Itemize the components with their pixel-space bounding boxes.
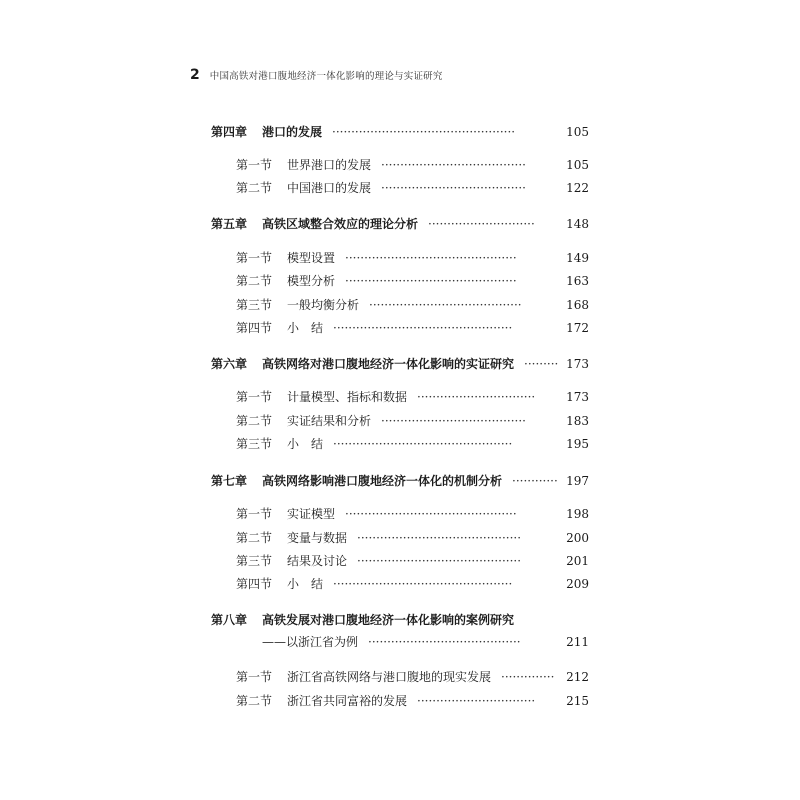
section-number: 第三节 bbox=[236, 437, 273, 451]
page-ref: 212 bbox=[566, 670, 589, 684]
page-ref: 172 bbox=[566, 321, 589, 335]
section-title: 实证结果和分析 bbox=[287, 414, 372, 428]
chapter-title: 高铁网络影响港口腹地经济一体化的机制分析 bbox=[262, 474, 503, 488]
section-number: 第二节 bbox=[236, 414, 273, 428]
page-ref: 209 bbox=[566, 577, 589, 591]
section-number: 第三节 bbox=[236, 554, 273, 568]
section-number: 第四节 bbox=[236, 321, 273, 335]
section-title: 浙江省共同富裕的发展 bbox=[287, 694, 408, 708]
page-ref: 198 bbox=[566, 507, 589, 521]
dot-leader: ·············· bbox=[501, 670, 555, 684]
toc-section-entry bbox=[0, 318, 800, 338]
dot-leader: ······································ bbox=[381, 158, 526, 172]
chapter-subtitle: ——以浙江省为例 bbox=[262, 635, 359, 649]
running-title: 中国高铁对港口腹地经济一体化影响的理论与实证研究 bbox=[209, 71, 443, 82]
section-title: 小 结 bbox=[287, 437, 324, 451]
dot-leader: ············ bbox=[512, 474, 558, 488]
dot-leader: ··········································· bbox=[357, 531, 522, 545]
toc-section-entry bbox=[0, 248, 800, 268]
dot-leader: ········· bbox=[524, 357, 558, 371]
chapter-number: 第四章 bbox=[211, 125, 248, 139]
section-number: 第一节 bbox=[236, 158, 273, 172]
dot-leader: ············································· bbox=[345, 507, 517, 521]
section-title: 浙江省高铁网络与港口腹地的现实发展 bbox=[287, 670, 492, 684]
toc-section-entry bbox=[0, 271, 800, 291]
chapter-number: 第五章 bbox=[211, 217, 248, 231]
chapter-title: 高铁发展对港口腹地经济一体化影响的案例研究 bbox=[262, 613, 515, 627]
section-title: 实证模型 bbox=[287, 507, 336, 521]
section-title: 计量模型、指标和数据 bbox=[287, 390, 408, 404]
chapter-number: 第七章 bbox=[211, 474, 248, 488]
dot-leader: ············································· bbox=[345, 274, 517, 288]
toc-chapter-entry bbox=[0, 214, 800, 234]
section-number: 第一节 bbox=[236, 670, 273, 684]
chapter-title: 高铁区域整合效应的理论分析 bbox=[262, 217, 419, 231]
section-number: 第一节 bbox=[236, 251, 273, 265]
section-number: 第一节 bbox=[236, 507, 273, 521]
section-title: 小 结 bbox=[287, 577, 324, 591]
toc-section-entry bbox=[0, 411, 800, 431]
dot-leader: ······························· bbox=[417, 390, 536, 404]
section-number: 第二节 bbox=[236, 531, 273, 545]
dot-leader: ················································ bbox=[332, 125, 516, 139]
page-ref: 200 bbox=[566, 531, 589, 545]
dot-leader: ······························· bbox=[417, 694, 536, 708]
dot-leader: ··············································· bbox=[333, 437, 513, 451]
page-ref: 215 bbox=[566, 694, 589, 708]
chapter-title: 港口的发展 bbox=[262, 125, 323, 139]
section-number: 第三节 bbox=[236, 298, 273, 312]
page-ref: 105 bbox=[566, 158, 589, 172]
page-ref: 201 bbox=[566, 554, 589, 568]
dot-leader: ······································ bbox=[381, 414, 526, 428]
page-ref: 122 bbox=[566, 181, 589, 195]
section-title: 模型分析 bbox=[287, 274, 336, 288]
dot-leader: ··············································· bbox=[333, 577, 513, 591]
running-header bbox=[190, 67, 443, 83]
section-number: 第二节 bbox=[236, 181, 273, 195]
toc-section-entry bbox=[0, 691, 800, 711]
section-number: 第一节 bbox=[236, 390, 273, 404]
page-ref: 163 bbox=[566, 274, 589, 288]
toc-subtitle-entry bbox=[0, 632, 800, 652]
section-title: 变量与数据 bbox=[287, 531, 348, 545]
toc-section-entry bbox=[0, 434, 800, 454]
section-title: 小 结 bbox=[287, 321, 324, 335]
section-number: 第四节 bbox=[236, 577, 273, 591]
dot-leader: ··············································· bbox=[333, 321, 513, 335]
dot-leader: ···························· bbox=[428, 217, 535, 231]
section-title: 结果及讨论 bbox=[287, 554, 348, 568]
dot-leader: ········································ bbox=[369, 298, 522, 312]
section-title: 世界港口的发展 bbox=[287, 158, 372, 172]
toc-chapter-entry bbox=[0, 471, 800, 491]
page-ref: 211 bbox=[566, 635, 589, 649]
page-ref: 173 bbox=[566, 357, 589, 371]
toc-section-entry bbox=[0, 528, 800, 548]
page-number: 2 bbox=[190, 67, 200, 83]
section-number: 第二节 bbox=[236, 274, 273, 288]
toc-section-entry bbox=[0, 504, 800, 524]
dot-leader: ··········································· bbox=[357, 554, 522, 568]
toc-section-entry bbox=[0, 551, 800, 571]
toc-chapter-entry bbox=[0, 354, 800, 374]
page-ref: 105 bbox=[566, 125, 589, 139]
dot-leader: ········································ bbox=[368, 635, 521, 649]
section-title: 一般均衡分析 bbox=[287, 298, 360, 312]
section-title: 模型设置 bbox=[287, 251, 336, 265]
toc-section-entry bbox=[0, 667, 800, 687]
toc-section-entry bbox=[0, 387, 800, 407]
page-ref: 148 bbox=[566, 217, 589, 231]
toc-section-entry bbox=[0, 295, 800, 315]
page-ref: 195 bbox=[566, 437, 589, 451]
toc-chapter-entry bbox=[0, 610, 800, 630]
section-number: 第二节 bbox=[236, 694, 273, 708]
toc-section-entry bbox=[0, 155, 800, 175]
page-ref: 149 bbox=[566, 251, 589, 265]
page-ref: 197 bbox=[566, 474, 589, 488]
chapter-number: 第八章 bbox=[211, 613, 248, 627]
dot-leader: ······································ bbox=[381, 181, 526, 195]
chapter-title: 高铁网络对港口腹地经济一体化影响的实证研究 bbox=[262, 357, 515, 371]
page-ref: 183 bbox=[566, 414, 589, 428]
chapter-number: 第六章 bbox=[211, 357, 248, 371]
toc-section-entry bbox=[0, 178, 800, 198]
page-ref: 168 bbox=[566, 298, 589, 312]
toc-section-entry bbox=[0, 574, 800, 594]
page-ref: 173 bbox=[566, 390, 589, 404]
section-title: 中国港口的发展 bbox=[287, 181, 372, 195]
dot-leader: ············································· bbox=[345, 251, 517, 265]
toc-chapter-entry bbox=[0, 122, 800, 142]
